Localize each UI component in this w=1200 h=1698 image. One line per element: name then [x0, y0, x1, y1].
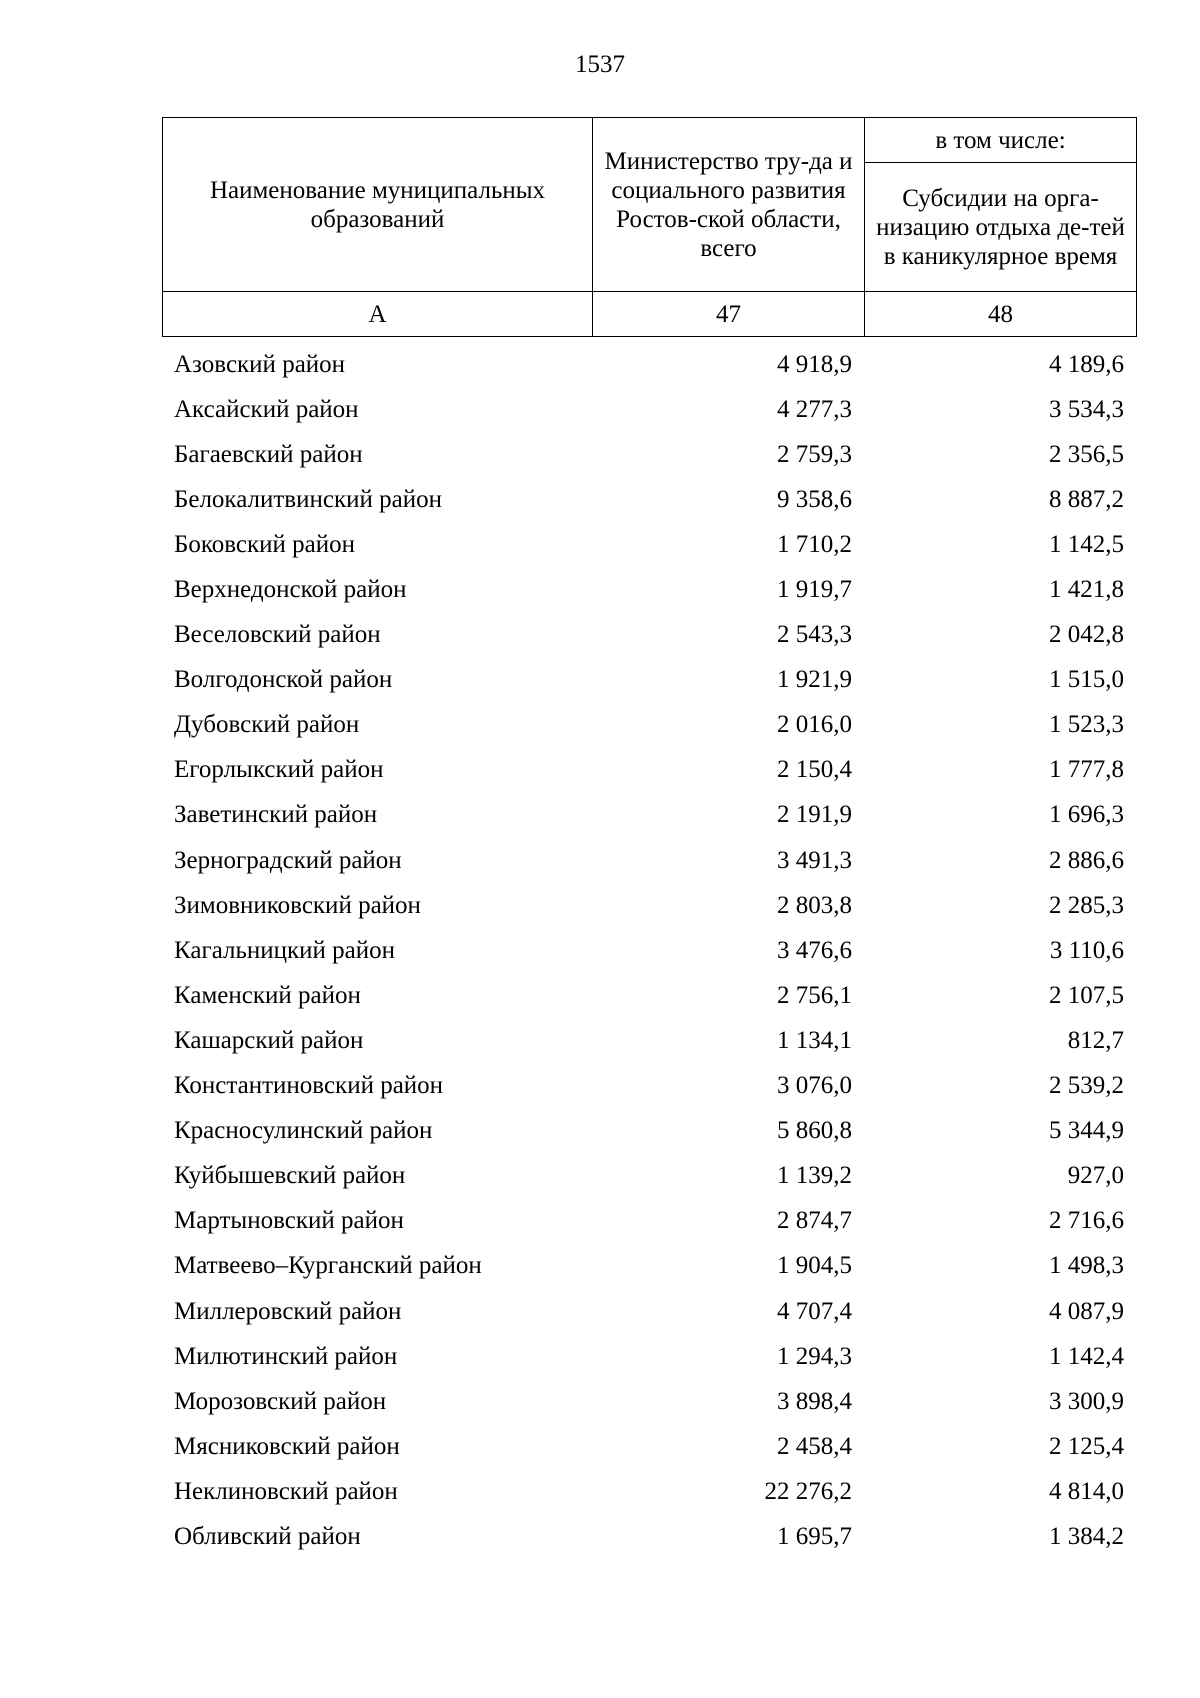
ministry-total-value: 1 921,9	[777, 666, 852, 694]
municipality-name: Егорлыкский район	[174, 756, 384, 784]
subsidy-value: 3 110,6	[1049, 936, 1124, 964]
table-row	[162, 1289, 1136, 1334]
table-row	[162, 1064, 1136, 1109]
table-row	[162, 658, 1136, 703]
ministry-total-value: 1 710,2	[777, 530, 852, 558]
ministry-total-value: 3 898,4	[777, 1387, 852, 1415]
ministry-total-value: 1 919,7	[777, 576, 852, 604]
subsidy-value: 1 142,4	[1049, 1342, 1124, 1370]
ministry-total-value: 2 543,3	[777, 621, 852, 649]
table-row	[162, 432, 1136, 477]
municipality-name: Багаевский район	[174, 440, 363, 468]
municipality-name: Зерноградский район	[174, 846, 402, 874]
table-row	[162, 1514, 1136, 1559]
ministry-total-value: 1 134,1	[777, 1026, 852, 1054]
ministry-total-value: 2 458,4	[777, 1432, 852, 1460]
subsidy-value: 1 777,8	[1049, 756, 1124, 784]
ministry-total-value: 3 476,6	[777, 936, 852, 964]
municipality-name: Волгодонской район	[174, 666, 393, 694]
table-row	[162, 1469, 1136, 1514]
ministry-total-value: 4 707,4	[777, 1297, 852, 1325]
ministry-total-value: 3 076,0	[777, 1072, 852, 1100]
table-row	[162, 973, 1136, 1018]
municipality-name: Дубовский район	[174, 711, 360, 739]
municipality-name: Веселовский район	[174, 621, 381, 649]
municipality-name: Обливский район	[174, 1522, 361, 1550]
page-number: 1537	[575, 51, 625, 78]
table-row	[162, 703, 1136, 748]
ministry-total-value: 5 860,8	[777, 1117, 852, 1145]
table-body	[162, 342, 1136, 1560]
ministry-total-value: 3 491,3	[777, 846, 852, 874]
subsidy-value: 2 539,2	[1049, 1072, 1124, 1100]
municipality-name: Мясниковский район	[174, 1432, 400, 1460]
ministry-total-value: 2 756,1	[777, 981, 852, 1009]
table-row	[162, 522, 1136, 567]
table-header	[162, 117, 1137, 337]
subsidy-value: 2 886,6	[1049, 846, 1124, 874]
municipality-name: Константиновский район	[174, 1072, 444, 1100]
ministry-total-value: 2 016,0	[777, 711, 852, 739]
ministry-total-value: 1 139,2	[777, 1162, 852, 1190]
subsidy-value: 927,0	[1067, 1162, 1124, 1190]
subsidy-value: 1 421,8	[1049, 576, 1124, 604]
table-row	[162, 342, 1136, 387]
subsidy-value: 1 523,3	[1049, 711, 1124, 739]
subsidy-value: 2 716,6	[1049, 1207, 1124, 1235]
subsidy-value: 2 356,5	[1049, 440, 1124, 468]
subsidy-value: 1 142,5	[1049, 530, 1124, 558]
table-row	[162, 1244, 1136, 1289]
subsidy-value: 2 285,3	[1049, 891, 1124, 919]
table-row	[162, 928, 1136, 973]
municipality-name: Морозовский район	[174, 1387, 387, 1415]
header-municipality: Наименование муниципальных образований	[163, 118, 593, 292]
subsidy-value: 2 125,4	[1049, 1432, 1124, 1460]
table-row	[162, 1424, 1136, 1469]
ministry-total-value: 22 276,2	[764, 1477, 852, 1505]
subsidy-value: 812,7	[1067, 1026, 1124, 1054]
municipality-name: Миллеровский район	[174, 1297, 402, 1325]
municipality-name: Аксайский район	[174, 395, 359, 423]
subsidy-value: 1 515,0	[1049, 666, 1124, 694]
table-row	[162, 793, 1136, 838]
municipality-name: Азовский район	[174, 350, 346, 378]
subsidy-value: 2 042,8	[1049, 621, 1124, 649]
table-row	[162, 1334, 1136, 1379]
municipality-name: Верхнедонской район	[174, 576, 407, 604]
column-number-47: 47	[593, 292, 865, 337]
table-row	[162, 387, 1136, 432]
ministry-total-value: 2 874,7	[777, 1207, 852, 1235]
municipality-name: Белокалитвинский район	[174, 485, 442, 513]
municipality-name: Кашарский район	[174, 1026, 364, 1054]
header-ministry-total: Министерство тру-да и социального развития Ростов-ской области, всего	[593, 118, 865, 292]
table-row	[162, 748, 1136, 793]
ministry-total-value: 2 759,3	[777, 440, 852, 468]
municipality-name: Матвеево–Курганский район	[174, 1252, 482, 1280]
ministry-total-value: 2 150,4	[777, 756, 852, 784]
subsidy-value: 8 887,2	[1049, 485, 1124, 513]
table-row	[162, 1018, 1136, 1063]
municipality-name: Каменский район	[174, 981, 361, 1009]
table-row	[162, 838, 1136, 883]
municipality-name: Неклиновский район	[174, 1477, 398, 1505]
municipality-name: Боковский район	[174, 530, 355, 558]
table-row	[162, 1199, 1136, 1244]
table-row	[162, 883, 1136, 928]
header-including: в том числе:	[865, 118, 1137, 163]
column-number-a: А	[163, 292, 593, 337]
ministry-total-value: 4 277,3	[777, 395, 852, 423]
ministry-total-value: 1 294,3	[777, 1342, 852, 1370]
municipality-name: Красносулинский район	[174, 1117, 433, 1145]
table-row	[162, 1109, 1136, 1154]
municipality-name: Кагальницкий район	[174, 936, 396, 964]
table-row	[162, 613, 1136, 658]
subsidy-value: 1 696,3	[1049, 801, 1124, 829]
ministry-total-value: 1 695,7	[777, 1522, 852, 1550]
ministry-total-value: 2 191,9	[777, 801, 852, 829]
header-subsidy: Субсидии на орга-низацию отдыха де-тей в каникулярное время	[865, 163, 1137, 292]
table-row	[162, 1379, 1136, 1424]
subsidy-value: 4 814,0	[1049, 1477, 1124, 1505]
subsidy-value: 1 384,2	[1049, 1522, 1124, 1550]
column-number-48: 48	[865, 292, 1137, 337]
ministry-total-value: 9 358,6	[777, 485, 852, 513]
subsidy-value: 4 189,6	[1049, 350, 1124, 378]
subsidy-value: 2 107,5	[1049, 981, 1124, 1009]
table-row	[162, 1154, 1136, 1199]
table-row	[162, 567, 1136, 612]
ministry-total-value: 1 904,5	[777, 1252, 852, 1280]
subsidy-value: 3 534,3	[1049, 395, 1124, 423]
municipality-name: Зимовниковский район	[174, 891, 421, 919]
subsidy-value: 3 300,9	[1049, 1387, 1124, 1415]
subsidy-value: 1 498,3	[1049, 1252, 1124, 1280]
municipality-name: Мартыновский район	[174, 1207, 404, 1235]
municipality-name: Милютинский район	[174, 1342, 398, 1370]
ministry-total-value: 4 918,9	[777, 350, 852, 378]
municipality-name: Заветинский район	[174, 801, 378, 829]
ministry-total-value: 2 803,8	[777, 891, 852, 919]
municipality-name: Куйбышевский район	[174, 1162, 406, 1190]
subsidy-value: 4 087,9	[1049, 1297, 1124, 1325]
subsidy-value: 5 344,9	[1049, 1117, 1124, 1145]
table-row	[162, 477, 1136, 522]
